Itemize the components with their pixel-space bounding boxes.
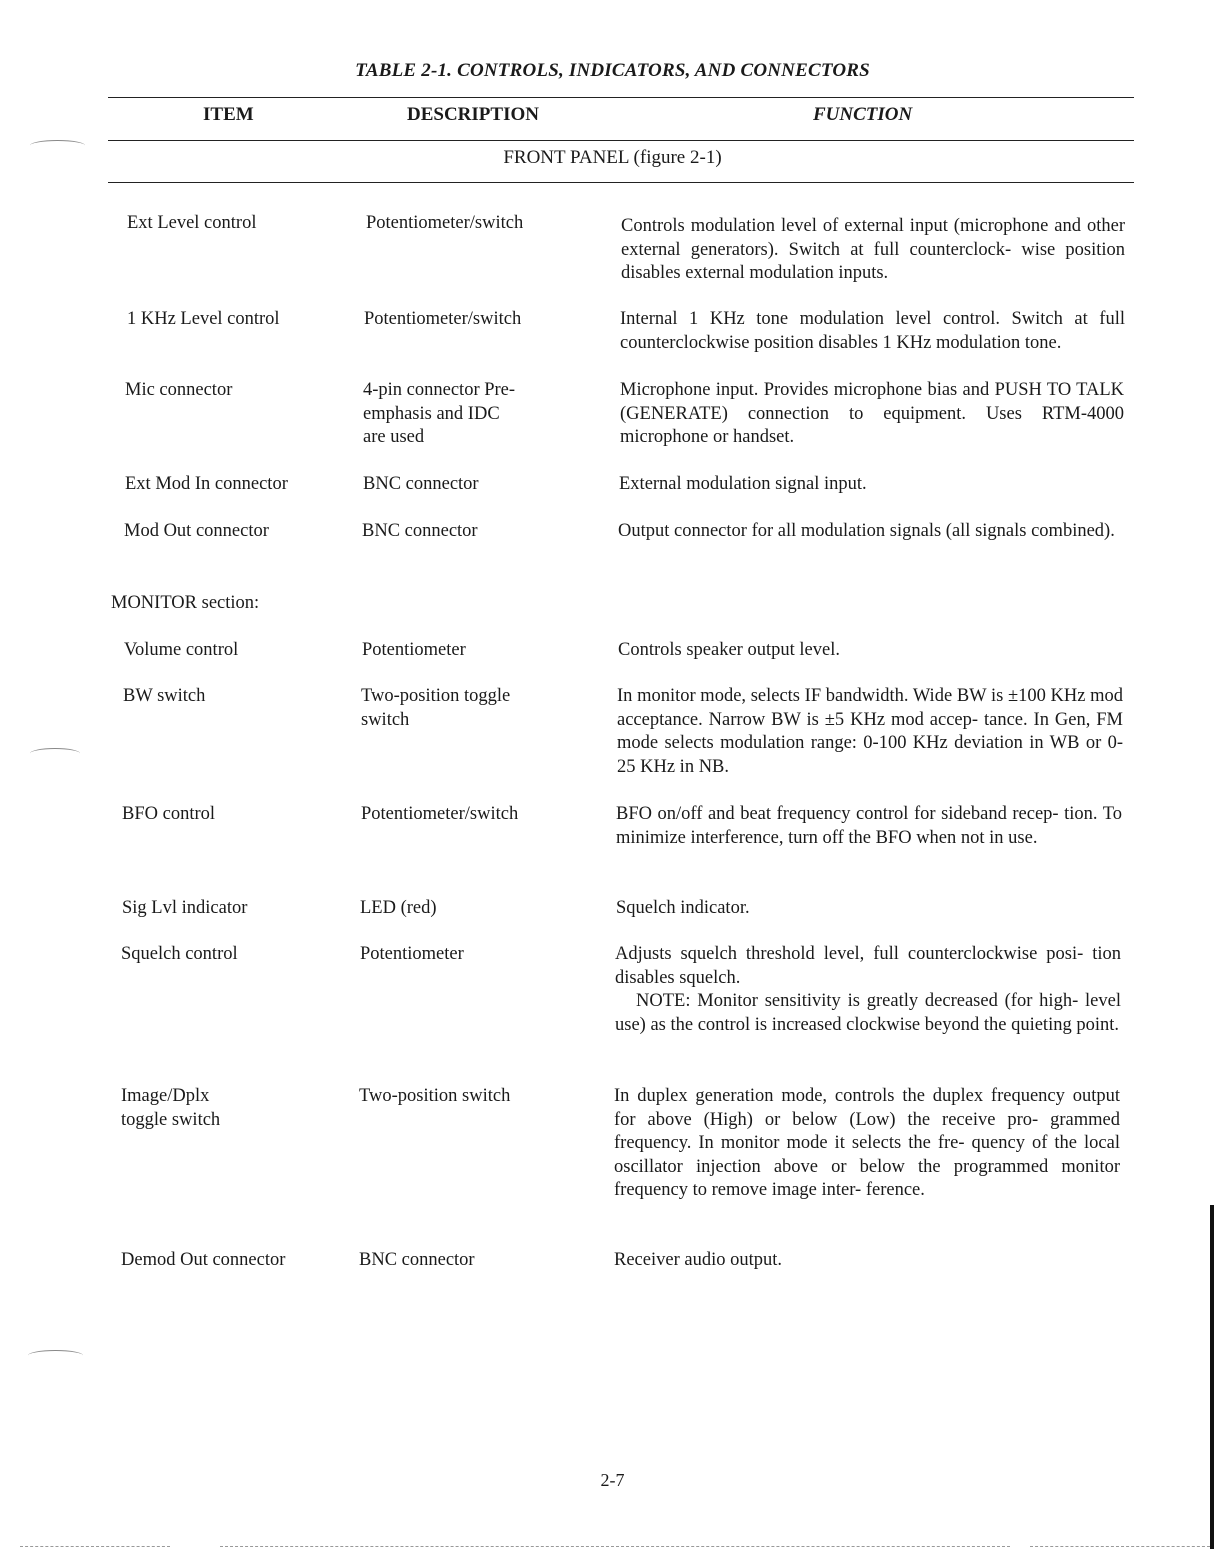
row-item: Image/Dplx toggle switch: [121, 1086, 221, 1130]
header-description: DESCRIPTION: [407, 104, 539, 125]
row-item: BW switch: [123, 686, 206, 706]
row-function: Microphone input. Provides microphone bias and PUSH TO TALK (GENERATE) connection to equipment. Uses RTM-4000 microphone or handset.: [620, 380, 1124, 447]
row-function: In duplex generation mode, controls the duplex frequency output for above (High) or below (Low) the receive pro- grammed frequency. In monitor mode it selects the fre- quency of the local oscillator injection above or below the programmed monitor frequency to remove image inter- ference.: [614, 1086, 1120, 1200]
row-item: Ext Mod In connector: [125, 474, 288, 494]
header-top-rule: [108, 97, 1134, 98]
row-function: External modulation signal input.: [619, 474, 867, 494]
table-title: TABLE 2-1. CONTROLS, INDICATORS, AND CONNECTORS: [355, 60, 870, 81]
scan-bottom-line: [20, 1546, 170, 1547]
row-description: Potentiometer: [362, 640, 466, 660]
row-function: Output connector for all modulation signals (all signals combined).: [618, 521, 1115, 541]
row-description: LED (red): [360, 898, 437, 918]
scan-mark: [30, 748, 80, 759]
scan-bottom-line: [220, 1546, 1010, 1547]
section-bottom-rule: [108, 182, 1134, 183]
scan-mark: [28, 1350, 83, 1361]
row-description: BNC connector: [359, 1250, 475, 1270]
row-item: Ext Level control: [127, 213, 257, 233]
row-function: Controls speaker output level.: [618, 640, 840, 660]
header-bottom-rule: [108, 140, 1134, 141]
header-function: FUNCTION: [813, 104, 913, 125]
row-function: Adjusts squelch threshold level, full counterclockwise posi- tion disables squelch.: [615, 944, 1121, 988]
section-front-panel: FRONT PANEL (figure 2-1): [503, 147, 722, 168]
row-description: Potentiometer/switch: [361, 804, 519, 824]
row-description: BNC connector: [362, 521, 478, 541]
row-item: Volume control: [124, 640, 239, 660]
row-item: Mod Out connector: [124, 521, 269, 541]
row-item: Squelch control: [121, 944, 238, 964]
row-description: Potentiometer/switch: [366, 213, 524, 233]
row-function: Receiver audio output.: [614, 1250, 782, 1270]
row-function: Internal 1 KHz tone modulation level control. Switch at full counterclockwise position disables 1 KHz modulation tone.: [620, 309, 1125, 353]
scan-mark: [30, 140, 85, 151]
row-item: Sig Lvl indicator: [122, 898, 248, 918]
scan-edge-bar: [1210, 1205, 1214, 1549]
row-function: In monitor mode, selects IF bandwidth. Wide BW is ±100 KHz mod acceptance. Narrow BW is ±5 KHz mod accep- tance. In Gen, FM mode selects modulation range: 0-100 KHz deviation in WB or 0-25 KHz in NB.: [617, 686, 1123, 777]
monitor-section-label: MONITOR section:: [111, 593, 260, 613]
page-number: 2-7: [600, 1470, 625, 1490]
row-item: 1 KHz Level control: [127, 309, 280, 329]
row-description: 4-pin connector Pre-emphasis and IDC are used: [363, 380, 516, 447]
row-description: Two-position switch: [359, 1086, 511, 1106]
row-item: BFO control: [122, 804, 216, 824]
row-function: Controls modulation level of external input (microphone and other external generators). Switch at full counterclock- wise position disables external modulation inputs.: [621, 216, 1125, 283]
row-description: BNC connector: [363, 474, 479, 494]
header-item: ITEM: [203, 104, 254, 125]
row-description: Potentiometer: [360, 944, 464, 964]
row-description: Two-position toggle switch: [361, 686, 511, 730]
row-description: Potentiometer/switch: [364, 309, 522, 329]
row-function: BFO on/off and beat frequency control for sideband recep- tion. To minimize interference, turn off the BFO when not in use.: [616, 804, 1122, 848]
row-item: Mic connector: [125, 380, 233, 400]
row-note: NOTE: Monitor sensitivity is greatly decreased (for high- level use) as the control is increased clockwise beyond the quieting point.: [615, 991, 1121, 1035]
scan-bottom-line: [1030, 1546, 1210, 1547]
row-function: Squelch indicator.: [616, 898, 750, 918]
row-item: Demod Out connector: [121, 1250, 286, 1270]
